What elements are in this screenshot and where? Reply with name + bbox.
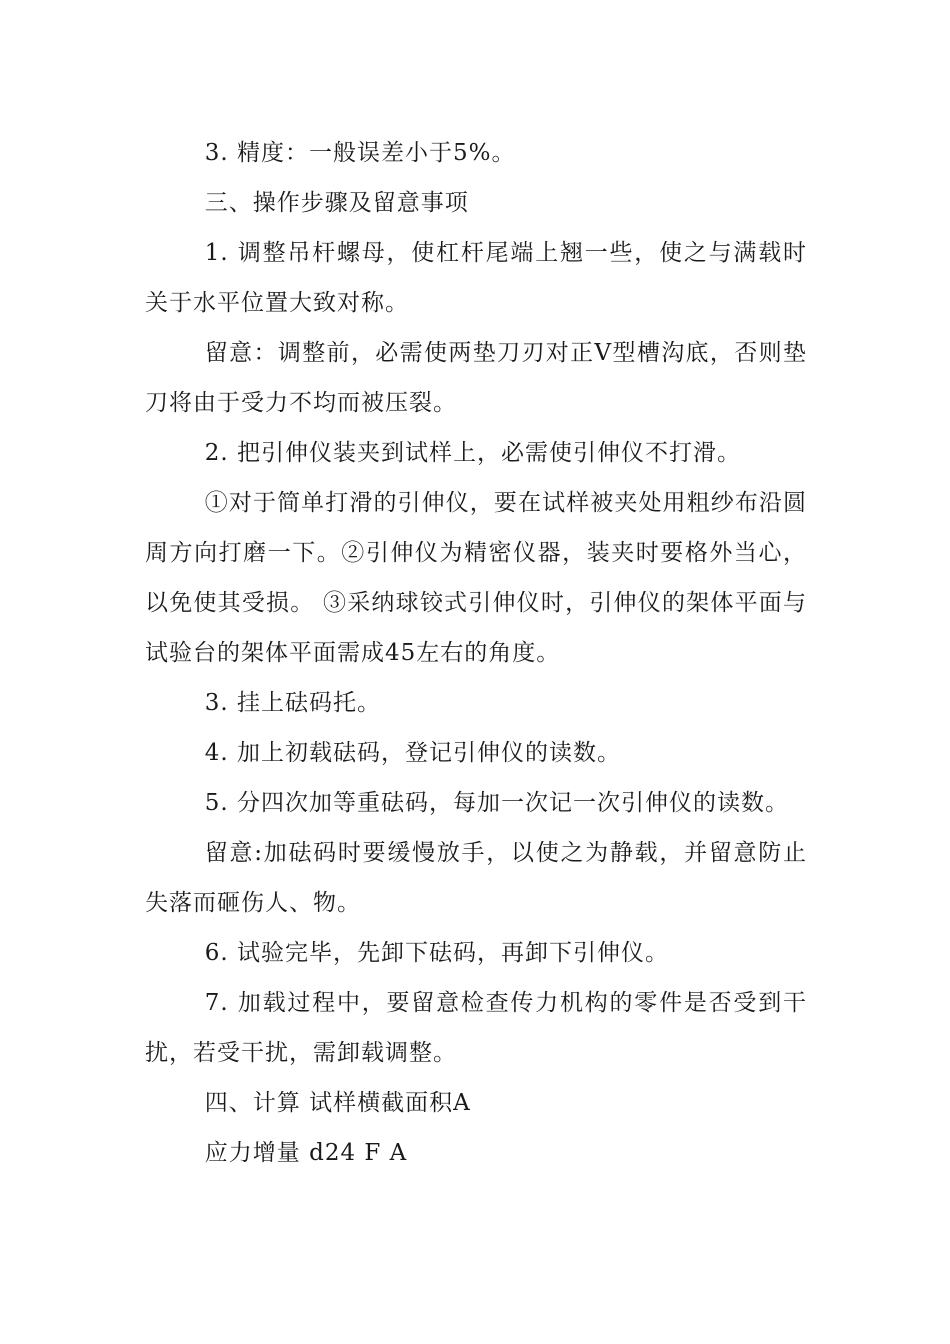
section-heading-calculation: 四、计算 试样横截面积A xyxy=(204,1090,471,1116)
section-heading-steps: 三、操作步骤及留意事项 xyxy=(204,190,469,216)
paragraph-step-6: 6. 试验完毕，先卸下砝码，再卸下引伸仪。 xyxy=(204,940,670,966)
paragraph-step-4: 4. 加上初载砝码，登记引伸仪的读数。 xyxy=(204,740,622,766)
paragraph-stress-increment: 应力增量 d24 F A xyxy=(204,1140,408,1166)
paragraph-note-1: 留意：调整前，必需使两垫刀刃对正V型槽沟底，否则垫刀将由于受力不均而被压裂。 xyxy=(145,340,807,416)
paragraph-step-3: 3. 挂上砝码托。 xyxy=(204,690,382,716)
paragraph-step-5: 5. 分四次加等重砝码，每加一次记一次引伸仪的读数。 xyxy=(204,790,790,816)
paragraph-step-2-details: ①对于简单打滑的引伸仪，要在试样被夹处用粗纱布沿圆周方向打磨一下。②引伸仪为精密仪器，装夹时要格外当心，以免使其受损。 ③采纳球铰式引伸仪时，引伸仪的架体平面与试验台的架体平面需成45左右的角度。 xyxy=(145,490,807,666)
paragraph-note-2: 留意:加砝码时要缓慢放手，以使之为静载，并留意防止失落而砸伤人、物。 xyxy=(145,840,807,916)
paragraph-step-1: 1. 调整吊杆螺母，使杠杆尾端上翘一些，使之与满载时关于水平位置大致对称。 xyxy=(145,240,807,316)
document-body xyxy=(145,128,807,1178)
paragraph-step-7: 7. 加载过程中，要留意检查传力机构的零件是否受到干扰，若受干扰，需卸载调整。 xyxy=(145,990,807,1066)
paragraph-precision: 3. 精度：一般误差小于5%。 xyxy=(204,140,516,166)
paragraph-step-2: 2. 把引伸仪装夹到试样上，必需使引伸仪不打滑。 xyxy=(204,440,742,466)
